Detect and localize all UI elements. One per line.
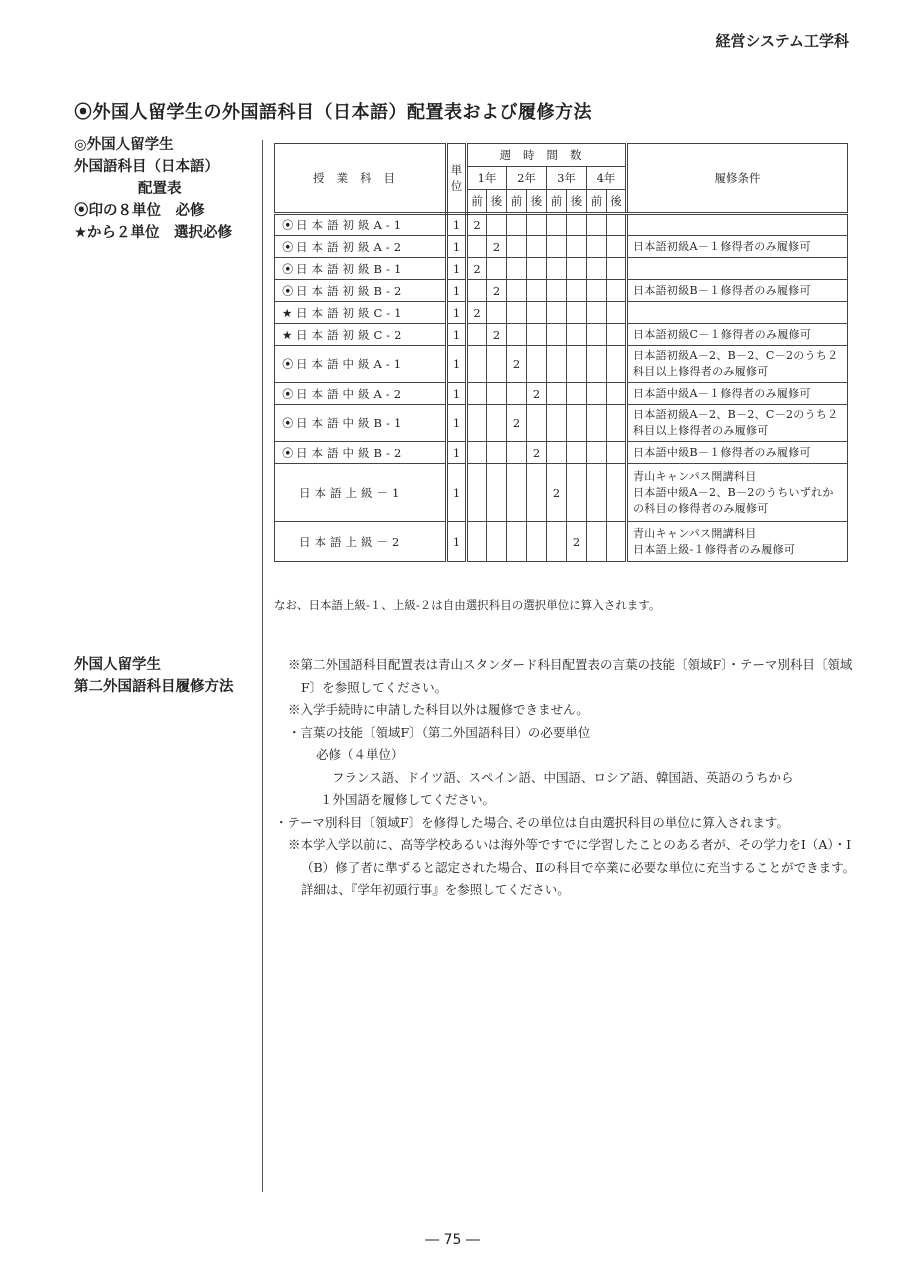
weekly-hours-cell xyxy=(567,383,587,405)
weekly-hours-cell xyxy=(607,405,627,442)
weekly-hours-cell: 2 xyxy=(527,383,547,405)
course-condition: 日本語中級B－１修得者のみ履修可 xyxy=(627,442,848,464)
circle-dot-icon: ⦿ xyxy=(282,445,294,460)
weekly-hours-cell xyxy=(507,324,527,346)
weekly-hours-cell xyxy=(507,280,527,302)
header-year-3: 3年 xyxy=(547,167,587,190)
weekly-hours-cell xyxy=(507,383,527,405)
course-subject xyxy=(275,280,447,302)
weekly-hours-cell: 2 xyxy=(507,346,527,383)
weekly-hours-cell xyxy=(527,258,547,280)
weekly-hours-cell xyxy=(587,280,607,302)
star-icon: ★ xyxy=(282,327,293,342)
header-term-first: 前 xyxy=(467,190,487,214)
weekly-hours-cell xyxy=(607,442,627,464)
course-subject-name: 日本語上級－1 xyxy=(299,485,404,500)
weekly-hours-cell xyxy=(467,464,487,522)
weekly-hours-cell xyxy=(587,383,607,405)
divider-line xyxy=(262,140,263,1192)
weekly-hours-cell xyxy=(607,383,627,405)
weekly-hours-cell xyxy=(527,302,547,324)
weekly-hours-cell xyxy=(567,405,587,442)
course-subject-name: 日本語上級－2 xyxy=(299,534,404,549)
course-subject-name: 日本語中級B-2 xyxy=(296,445,406,460)
course-subject-name: 日本語中級B-1 xyxy=(296,416,406,430)
weekly-hours-cell xyxy=(487,383,507,405)
instruction-paragraph: １外国語を履修してください。 xyxy=(320,792,496,807)
course-subject xyxy=(275,324,447,346)
course-row xyxy=(275,522,848,562)
weekly-hours-cell xyxy=(467,405,487,442)
weekly-hours-cell xyxy=(587,442,607,464)
sidebar-line: 外国人留学生 xyxy=(74,657,161,673)
course-condition: 青山キャンパス開講科目 日本語中級A－2、B－2のうちいずれかの科目の修得者のみ履修可 xyxy=(627,464,848,522)
sidebar-line: 配置表 xyxy=(138,181,182,197)
weekly-hours-cell: 2 xyxy=(487,324,507,346)
instruction-paragraph: ※本学入学以前に、高等学校あるいは海外等ですでに学習したことのある者が、その学力をⅠ（A）・Ⅰ（B）修了者に準ずると認定された場合、Ⅱの科目で卒業に必要な単位に充当することができます。詳細は、『学年初頭行事』を参照してください。 xyxy=(288,837,856,897)
second-language-instructions xyxy=(275,654,858,902)
weekly-hours-cell: 2 xyxy=(547,464,567,522)
course-condition: 青山キャンパス開講科目 日本語上級-１修得者のみ履修可 xyxy=(627,522,848,562)
weekly-hours-cell xyxy=(487,258,507,280)
weekly-hours-cell xyxy=(527,346,547,383)
course-subject-name: 日本語初級A-1 xyxy=(296,218,406,232)
course-row xyxy=(275,405,848,442)
header-year-1: 1年 xyxy=(467,167,507,190)
weekly-hours-cell xyxy=(607,346,627,383)
weekly-hours-cell xyxy=(467,442,487,464)
course-row xyxy=(275,302,848,324)
weekly-hours-cell xyxy=(607,464,627,522)
weekly-hours-cell: 2 xyxy=(487,280,507,302)
course-subject xyxy=(275,442,447,464)
weekly-hours-cell xyxy=(607,258,627,280)
weekly-hours-cell xyxy=(527,280,547,302)
weekly-hours-cell: 2 xyxy=(567,522,587,562)
course-units: 1 xyxy=(447,405,467,442)
weekly-hours-cell xyxy=(607,214,627,236)
course-subject xyxy=(275,522,447,562)
course-condition: 日本語初級A－2、B－2、C－2のうち２科目以上修得者のみ履修可 xyxy=(627,405,848,442)
course-condition xyxy=(627,214,848,236)
weekly-hours-cell xyxy=(567,346,587,383)
course-units: 1 xyxy=(447,280,467,302)
weekly-hours-cell xyxy=(567,214,587,236)
course-units: 1 xyxy=(447,324,467,346)
weekly-hours-cell xyxy=(587,324,607,346)
weekly-hours-cell xyxy=(607,236,627,258)
weekly-hours-cell xyxy=(467,324,487,346)
weekly-hours-cell xyxy=(607,302,627,324)
weekly-hours-cell xyxy=(487,346,507,383)
weekly-hours-cell xyxy=(487,405,507,442)
course-row xyxy=(275,236,848,258)
weekly-hours-cell xyxy=(487,522,507,562)
header-conditions: 履修条件 xyxy=(627,144,848,214)
weekly-hours-cell xyxy=(567,464,587,522)
course-table xyxy=(274,143,848,562)
weekly-hours-cell xyxy=(547,302,567,324)
weekly-hours-cell xyxy=(547,405,567,442)
course-units: 1 xyxy=(447,302,467,324)
course-subject xyxy=(275,214,447,236)
weekly-hours-cell xyxy=(547,346,567,383)
header-term-second: 後 xyxy=(607,190,627,214)
weekly-hours-cell xyxy=(467,383,487,405)
course-subject xyxy=(275,464,447,522)
weekly-hours-cell xyxy=(547,522,567,562)
course-subject xyxy=(275,258,447,280)
instruction-paragraph: ・言葉の技能〔領域F〕（第二外国語科目）の必要単位 xyxy=(288,724,591,740)
weekly-hours-cell xyxy=(527,405,547,442)
weekly-hours-cell xyxy=(587,346,607,383)
course-subject xyxy=(275,383,447,405)
weekly-hours-cell xyxy=(487,302,507,324)
weekly-hours-cell xyxy=(567,324,587,346)
weekly-hours-cell xyxy=(507,236,527,258)
weekly-hours-cell xyxy=(547,258,567,280)
weekly-hours-cell: 2 xyxy=(467,214,487,236)
circle-dot-icon: ⦿ xyxy=(282,416,294,430)
weekly-hours-cell xyxy=(527,324,547,346)
course-units: 1 xyxy=(447,522,467,562)
star-icon: ★ xyxy=(282,305,293,320)
circle-dot-icon: ⦿ xyxy=(282,283,294,298)
weekly-hours-cell xyxy=(567,258,587,280)
circle-dot-icon: ⦿ xyxy=(282,357,294,371)
weekly-hours-cell xyxy=(607,522,627,562)
weekly-hours-cell xyxy=(587,464,607,522)
course-row xyxy=(275,258,848,280)
course-subject xyxy=(275,405,447,442)
weekly-hours-cell xyxy=(547,280,567,302)
course-condition: 日本語初級A－１修得者のみ履修可 xyxy=(627,236,848,258)
course-row xyxy=(275,442,848,464)
weekly-hours-cell xyxy=(567,236,587,258)
weekly-hours-cell xyxy=(527,236,547,258)
circle-dot-icon: ⦿ xyxy=(282,261,294,276)
sidebar-line: ◎外国人留学生 xyxy=(74,137,174,153)
weekly-hours-cell xyxy=(487,442,507,464)
course-condition: 日本語初級C－１修得者のみ履修可 xyxy=(627,324,848,346)
weekly-hours-cell xyxy=(547,214,567,236)
weekly-hours-cell xyxy=(607,280,627,302)
header-term-first: 前 xyxy=(507,190,527,214)
weekly-hours-cell xyxy=(467,522,487,562)
sidebar-line: 外国語科目（日本語） xyxy=(74,159,219,175)
course-subject-name: 日本語中級A-2 xyxy=(296,386,406,401)
weekly-hours-cell xyxy=(587,258,607,280)
weekly-hours-cell: 2 xyxy=(467,258,487,280)
page-number: ― 75 ― xyxy=(425,1232,480,1248)
weekly-hours-cell: 2 xyxy=(487,236,507,258)
circle-dot-icon: ⦿ xyxy=(282,239,294,254)
weekly-hours-cell xyxy=(567,280,587,302)
sidebar-line: 第二外国語科目履修方法 xyxy=(74,679,234,695)
weekly-hours-cell xyxy=(467,236,487,258)
weekly-hours-cell xyxy=(587,302,607,324)
weekly-hours-cell xyxy=(587,405,607,442)
course-units: 1 xyxy=(447,442,467,464)
course-row xyxy=(275,324,848,346)
course-subject-name: 日本語初級B-1 xyxy=(296,261,406,276)
weekly-hours-cell xyxy=(507,522,527,562)
course-units: 1 xyxy=(447,236,467,258)
weekly-hours-cell xyxy=(587,236,607,258)
course-subject-name: 日本語初級A-2 xyxy=(296,239,406,254)
weekly-hours-cell xyxy=(547,324,567,346)
weekly-hours-cell xyxy=(467,280,487,302)
instruction-paragraph: ※入学手続時に申請した科目以外は履修できません。 xyxy=(288,702,589,717)
instruction-paragraph: フランス語、ドイツ語、スペイン語、中国語、ロシア語、韓国語、英語のうちから xyxy=(332,769,794,785)
course-subject-name: 日本語初級C-1 xyxy=(296,305,406,320)
instruction-paragraph: ※第二外国語科目配置表は青山スタンダード科目配置表の言葉の技能〔領域F〕・テーマ別科目〔領域F〕を参照してください。 xyxy=(288,657,853,695)
section-title: ⦿外国人留学生の外国語科目（日本語）配置表および履修方法 xyxy=(74,102,592,123)
header-subject: 授業科目 xyxy=(275,144,447,214)
header-term-second: 後 xyxy=(527,190,547,214)
header-term-first: 前 xyxy=(587,190,607,214)
course-condition xyxy=(627,302,848,324)
weekly-hours-cell xyxy=(547,442,567,464)
course-subject xyxy=(275,302,447,324)
course-subject-name: 日本語初級B-2 xyxy=(296,283,406,298)
weekly-hours-cell xyxy=(547,383,567,405)
weekly-hours-cell: 2 xyxy=(527,442,547,464)
course-row xyxy=(275,464,848,522)
header-year-2: 2年 xyxy=(507,167,547,190)
course-row xyxy=(275,280,848,302)
course-condition: 日本語初級B－１修得者のみ履修可 xyxy=(627,280,848,302)
course-condition xyxy=(627,258,848,280)
course-row xyxy=(275,346,848,383)
course-units: 1 xyxy=(447,214,467,236)
course-subject-name: 日本語初級C-2 xyxy=(296,327,406,342)
header-term-second: 後 xyxy=(487,190,507,214)
weekly-hours-cell xyxy=(507,258,527,280)
weekly-hours-cell xyxy=(507,442,527,464)
weekly-hours-cell xyxy=(467,346,487,383)
weekly-hours-cell xyxy=(547,236,567,258)
course-subject xyxy=(275,346,447,383)
weekly-hours-cell xyxy=(607,324,627,346)
weekly-hours-cell xyxy=(487,464,507,522)
instruction-paragraph: 必修（４単位） xyxy=(316,747,404,762)
course-units: 1 xyxy=(447,464,467,522)
weekly-hours-cell: 2 xyxy=(467,302,487,324)
instruction-paragraph: ・テーマ別科目〔領域F〕を修得した場合､その単位は自由選択科目の単位に算入されます。 xyxy=(275,814,789,830)
weekly-hours-cell xyxy=(587,214,607,236)
circle-dot-icon: ⦿ xyxy=(282,386,294,401)
weekly-hours-cell xyxy=(527,214,547,236)
sidebar-line: ⦿印の８単位 必修 xyxy=(74,203,205,219)
course-condition: 日本語初級A－2、B－2、C－2のうち２科目以上修得者のみ履修可 xyxy=(627,346,848,383)
weekly-hours-cell: 2 xyxy=(507,405,527,442)
header-term-second: 後 xyxy=(567,190,587,214)
sidebar-top xyxy=(74,134,232,244)
sidebar-bottom xyxy=(74,654,234,698)
header-year-4: 4年 xyxy=(587,167,627,190)
circle-dot-icon: ⦿ xyxy=(282,218,294,232)
course-units: 1 xyxy=(447,258,467,280)
course-units: 1 xyxy=(447,383,467,405)
header-weekly-hours: 週時間数 xyxy=(467,144,627,167)
weekly-hours-cell xyxy=(567,442,587,464)
weekly-hours-cell xyxy=(587,522,607,562)
course-subject xyxy=(275,236,447,258)
weekly-hours-cell xyxy=(507,464,527,522)
department-label: 経営システム工学科 xyxy=(715,32,849,50)
course-row xyxy=(275,383,848,405)
course-row xyxy=(275,214,848,236)
header-units: 単位 xyxy=(447,144,467,214)
header-term-first: 前 xyxy=(547,190,567,214)
weekly-hours-cell xyxy=(527,464,547,522)
weekly-hours-cell xyxy=(507,302,527,324)
table-note: なお、日本語上級-１、上級-２は自由選択科目の選択単位に算入されます。 xyxy=(274,598,661,612)
weekly-hours-cell xyxy=(487,214,507,236)
course-units: 1 xyxy=(447,346,467,383)
weekly-hours-cell xyxy=(567,302,587,324)
course-subject-name: 日本語中級A-1 xyxy=(296,357,406,371)
weekly-hours-cell xyxy=(507,214,527,236)
weekly-hours-cell xyxy=(527,522,547,562)
course-condition: 日本語中級A－１修得者のみ履修可 xyxy=(627,383,848,405)
sidebar-line: ★から２単位 選択必修 xyxy=(74,225,232,241)
